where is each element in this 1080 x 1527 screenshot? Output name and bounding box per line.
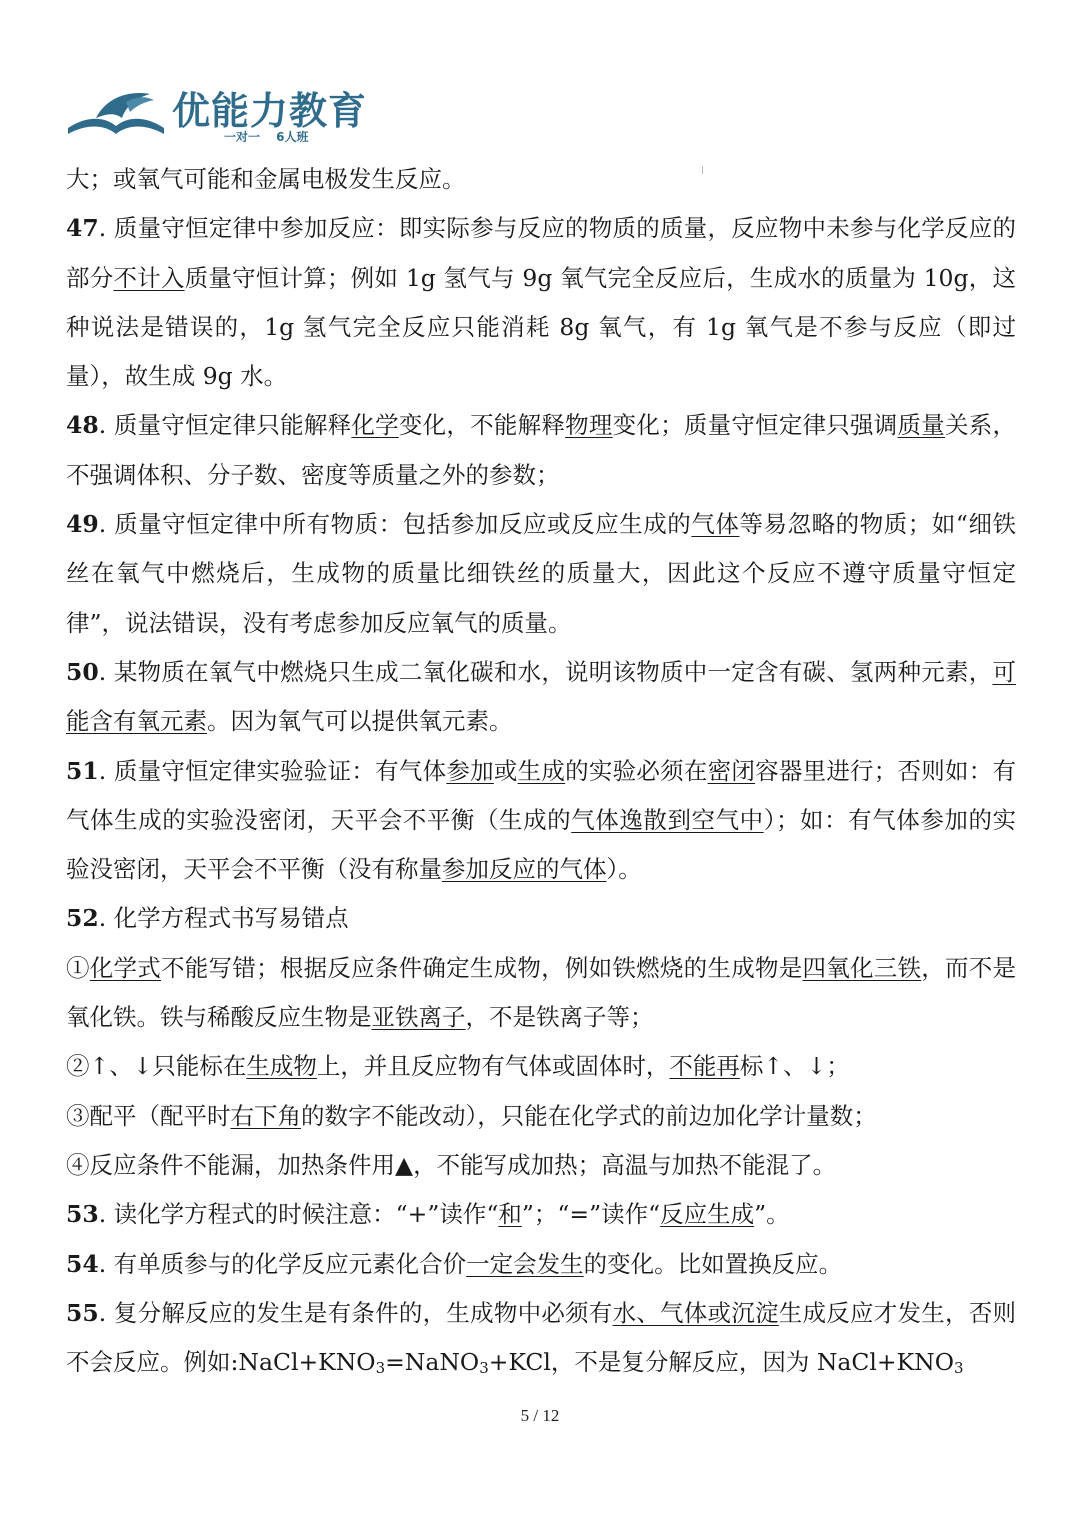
underlined-term: 亚铁离子 [371, 1003, 466, 1032]
item-number: 50 [66, 657, 99, 686]
underlined-term: 质量 [897, 411, 946, 440]
document-body [66, 155, 1016, 1387]
book-bird-logo-icon [66, 88, 166, 140]
item-number: 53 [66, 1200, 99, 1229]
underlined-term: 参加反应的气体 [442, 855, 607, 884]
logo [66, 80, 386, 150]
paragraph-53: 53. 读化学方程式的时候注意：“+”读作“和”；“=”读作“反应生成”。 [66, 1200, 790, 1229]
paragraph-52: 52. 化学方程式书写易错点 [66, 904, 349, 933]
underlined-term: 参加 [446, 756, 494, 785]
underlined-term: 反应生成 [660, 1200, 755, 1229]
underlined-term: 化学 [351, 411, 399, 440]
paragraph-55: 55. 复分解反应的发生是有条件的，生成物中必须有水、气体或沉淀生成反应才发生，否则不会反应。例如$:NaCl+KNO_3=NaNO_3+KCl$，不是复分解反应，因为 $NaCl+KNO_3$ [66, 1298, 1017, 1378]
underlined-term: 和 [498, 1200, 522, 1229]
paragraph-47: 47. 质量守恒定律中参加反应：即实际参与反应的物质的质量，反应物中未参与化学反应的部分不计入质量守恒计算；例如 1g 氢气与 9g 氧气完全反应后，生成水的质量为 10g，这种说法是错误的，1g 氢气完全反应只能消耗 8g 氧气，有 1g 氧气是不参与反应（即过量），故生成 9g 水。 [66, 214, 1016, 391]
underlined-term: 不能再 [669, 1052, 740, 1081]
paragraph-52-point-4: ④反应条件不能漏，加热条件用▲，不能写成加热；高温与加热不能混了。 [66, 1150, 837, 1179]
underlined-term: 密闭 [707, 756, 756, 785]
item-number: 48 [66, 411, 99, 440]
item-number: 54 [66, 1249, 99, 1278]
brand-name: 优能力教育 [172, 89, 368, 133]
paragraph-48: 48. 质量守恒定律只能解释化学变化，不能解释物理变化；质量守恒定律只强调质量关系，不强调体积、分子数、密度等质量之外的参数； [66, 411, 1017, 489]
item-number: 49 [66, 510, 99, 539]
paragraph-52-point-1: ①化学式不能写错；根据反应条件确定生成物，例如铁燃烧的生成物是四氧化三铁，而不是氧化铁。铁与稀酸反应生物是亚铁离子，不是铁离子等； [66, 953, 1017, 1032]
underlined-term: 不计入 [113, 263, 185, 292]
item-number: 51 [66, 756, 99, 785]
underlined-term: 生成物 [246, 1052, 317, 1081]
brand-tagline: 一对一 6人班 [224, 130, 309, 144]
underlined-term: 右下角 [230, 1101, 301, 1130]
underlined-term: 水、气体或沉淀 [612, 1298, 779, 1327]
underlined-term: 生成 [517, 756, 566, 785]
underlined-term: 物理 [565, 411, 613, 440]
paragraph-50: 50. 某物质在氧气中燃烧只生成二氧化碳和水，说明该物质中一定含有碳、氢两种元素，可能含有氧元素。因为氧气可以提供氧元素。 [66, 657, 1016, 736]
item-number: 55 [66, 1298, 99, 1327]
page-number: 5 / 12 [520, 1406, 560, 1425]
paragraph-52-point-3: ③配平（配平时右下角的数字不能改动），只能在化学式的前边加化学计量数； [66, 1101, 877, 1130]
paragraph-49: 49. 质量守恒定律中所有物质：包括参加反应或反应生成的气体等易忽略的物质；如“细铁丝在氧气中燃烧后，生成物的质量比细铁丝的质量大，因此这个反应不遵守质量守恒定律”，说法错误，没有考虑参加反应氧气的质量。 [66, 510, 1017, 637]
underlined-term: 化学式 [89, 953, 162, 982]
paragraph-54: 54. 有单质参与的化学反应元素化合价一定会发生的变化。比如置换反应。 [66, 1249, 843, 1278]
paragraph-51: 51. 质量守恒定律实验验证：有气体参加或生成的实验必须在密闭容器里进行；否则如：有气体生成的实验没密闭，天平会不平衡（生成的气体逸散到空气中）；如：有气体参加的实验没密闭，天平会不平衡（没有称量参加反应的气体）。 [66, 756, 1017, 884]
paragraph-52-point-2: ②↑、↓只能标在生成物上，并且反应物有气体或固体时，不能再标↑、↓； [66, 1052, 850, 1081]
paragraph-46-continuation: 大；或氧气可能和金属电极发生反应。 [66, 165, 466, 193]
underlined-term: 四氧化三铁 [802, 953, 922, 982]
underlined-term: 可能含有氧元素 [66, 657, 1016, 736]
underlined-term: 气体逸散到空气中 [571, 805, 764, 834]
item-number: 52 [66, 904, 99, 933]
underlined-term: 一定会发生 [466, 1249, 584, 1278]
item-number: 47 [66, 214, 99, 243]
underlined-term: 气体 [691, 510, 740, 539]
